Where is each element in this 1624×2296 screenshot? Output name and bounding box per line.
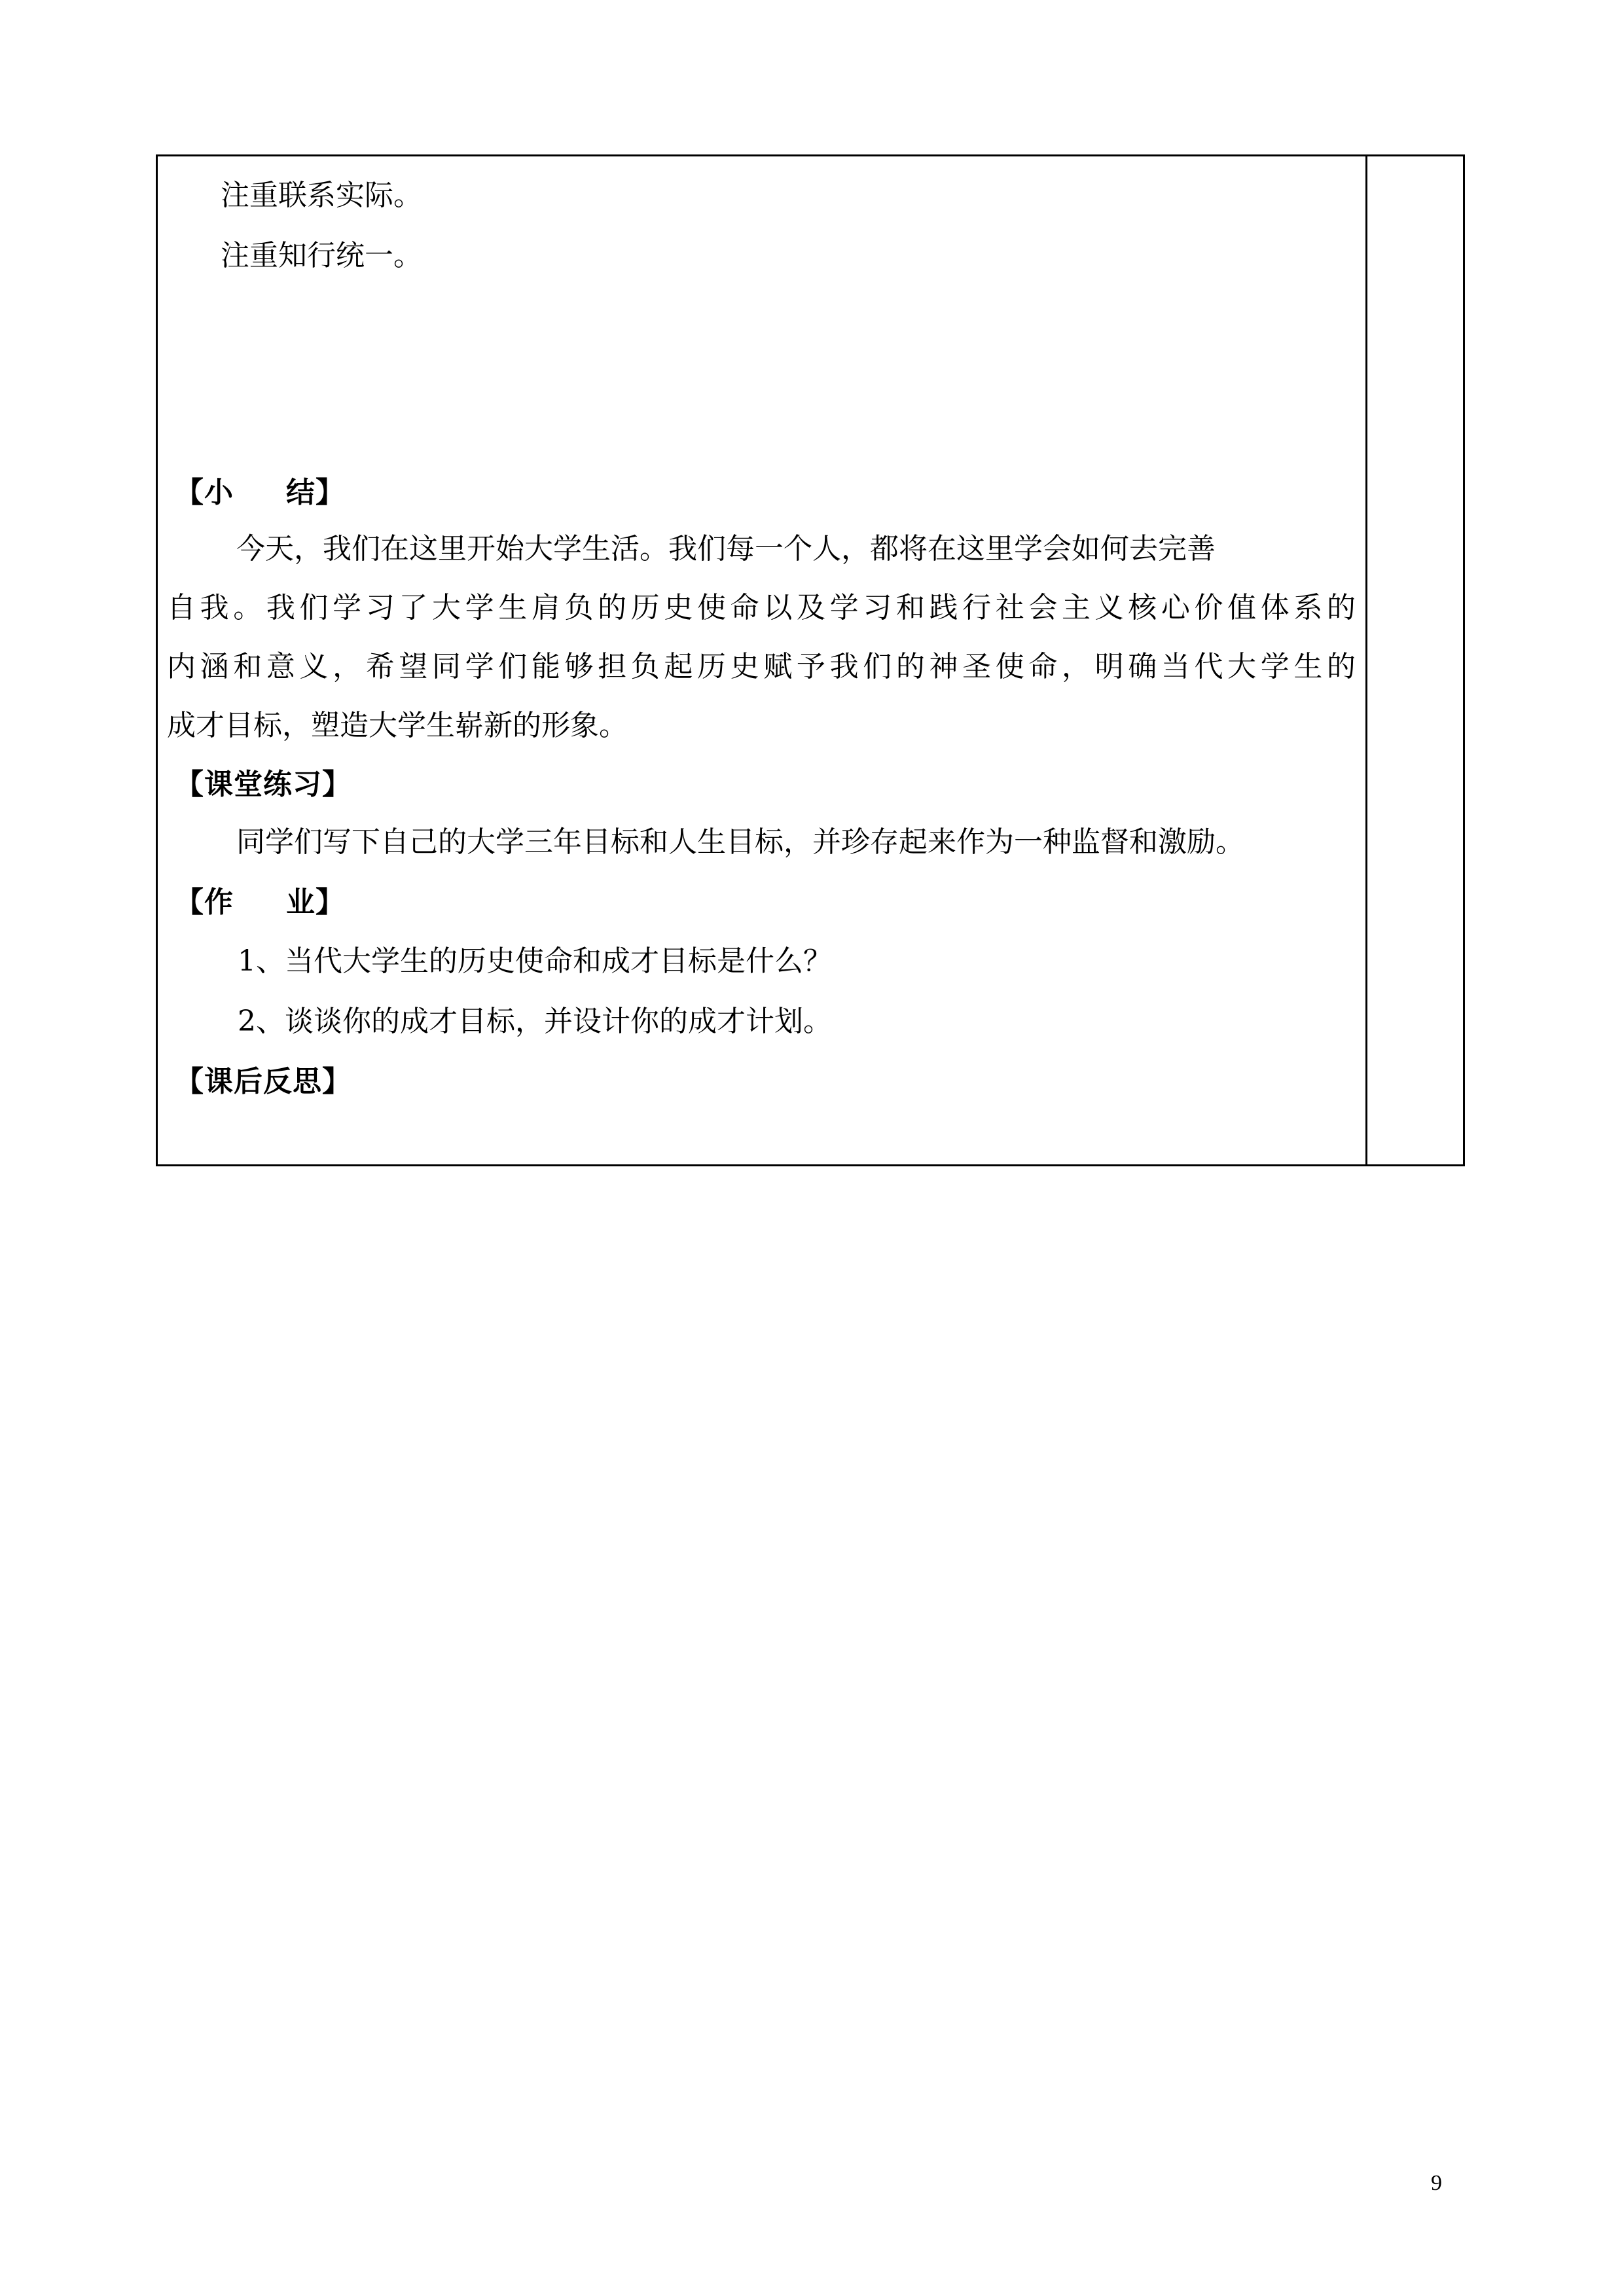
summary-heading-left: 【小 (175, 476, 234, 509)
principle-line-2: 注重知行统一。 (221, 239, 422, 272)
reflection-heading: 【课后反思】 (175, 1065, 352, 1098)
homework-heading-left: 【作 (175, 886, 234, 919)
lesson-plan-table (156, 154, 1465, 1166)
exercise-heading: 【课堂练习】 (175, 768, 352, 801)
exercise-text: 同学们写下自己的大学三年目标和人生目标，并珍存起来作为一种监督和激励。 (236, 825, 1244, 859)
homework-heading-right: 业】 (286, 886, 345, 919)
lesson-content-cell (158, 156, 1367, 1164)
page-number: 9 (1431, 2171, 1442, 2195)
summary-heading (175, 473, 345, 512)
summary-line-4: 成才目标，塑造大学生崭新的形象。 (167, 709, 628, 742)
summary-line-1: 今天，我们在这里开始大学生活。我们每一个人，都将在这里学会如何去完善 (236, 532, 1216, 565)
summary-line-2: 自我。我们学习了大学生肩负的历史使命以及学习和践行社会主义核心价值体系的 (167, 591, 1356, 624)
summary-heading-right: 结】 (286, 476, 345, 509)
homework-heading (175, 883, 345, 922)
notes-side-cell (1367, 156, 1463, 1164)
summary-line-3: 内涵和意义，希望同学们能够担负起历史赋予我们的神圣使命，明确当代大学生的 (167, 650, 1356, 683)
homework-item-1: 1、当代大学生的历史使命和成才目标是什么？ (238, 944, 832, 978)
principle-line-1: 注重联系实际。 (221, 179, 422, 212)
homework-item-2: 2、谈谈你的成才目标，并设计你的成才计划。 (238, 1005, 832, 1038)
